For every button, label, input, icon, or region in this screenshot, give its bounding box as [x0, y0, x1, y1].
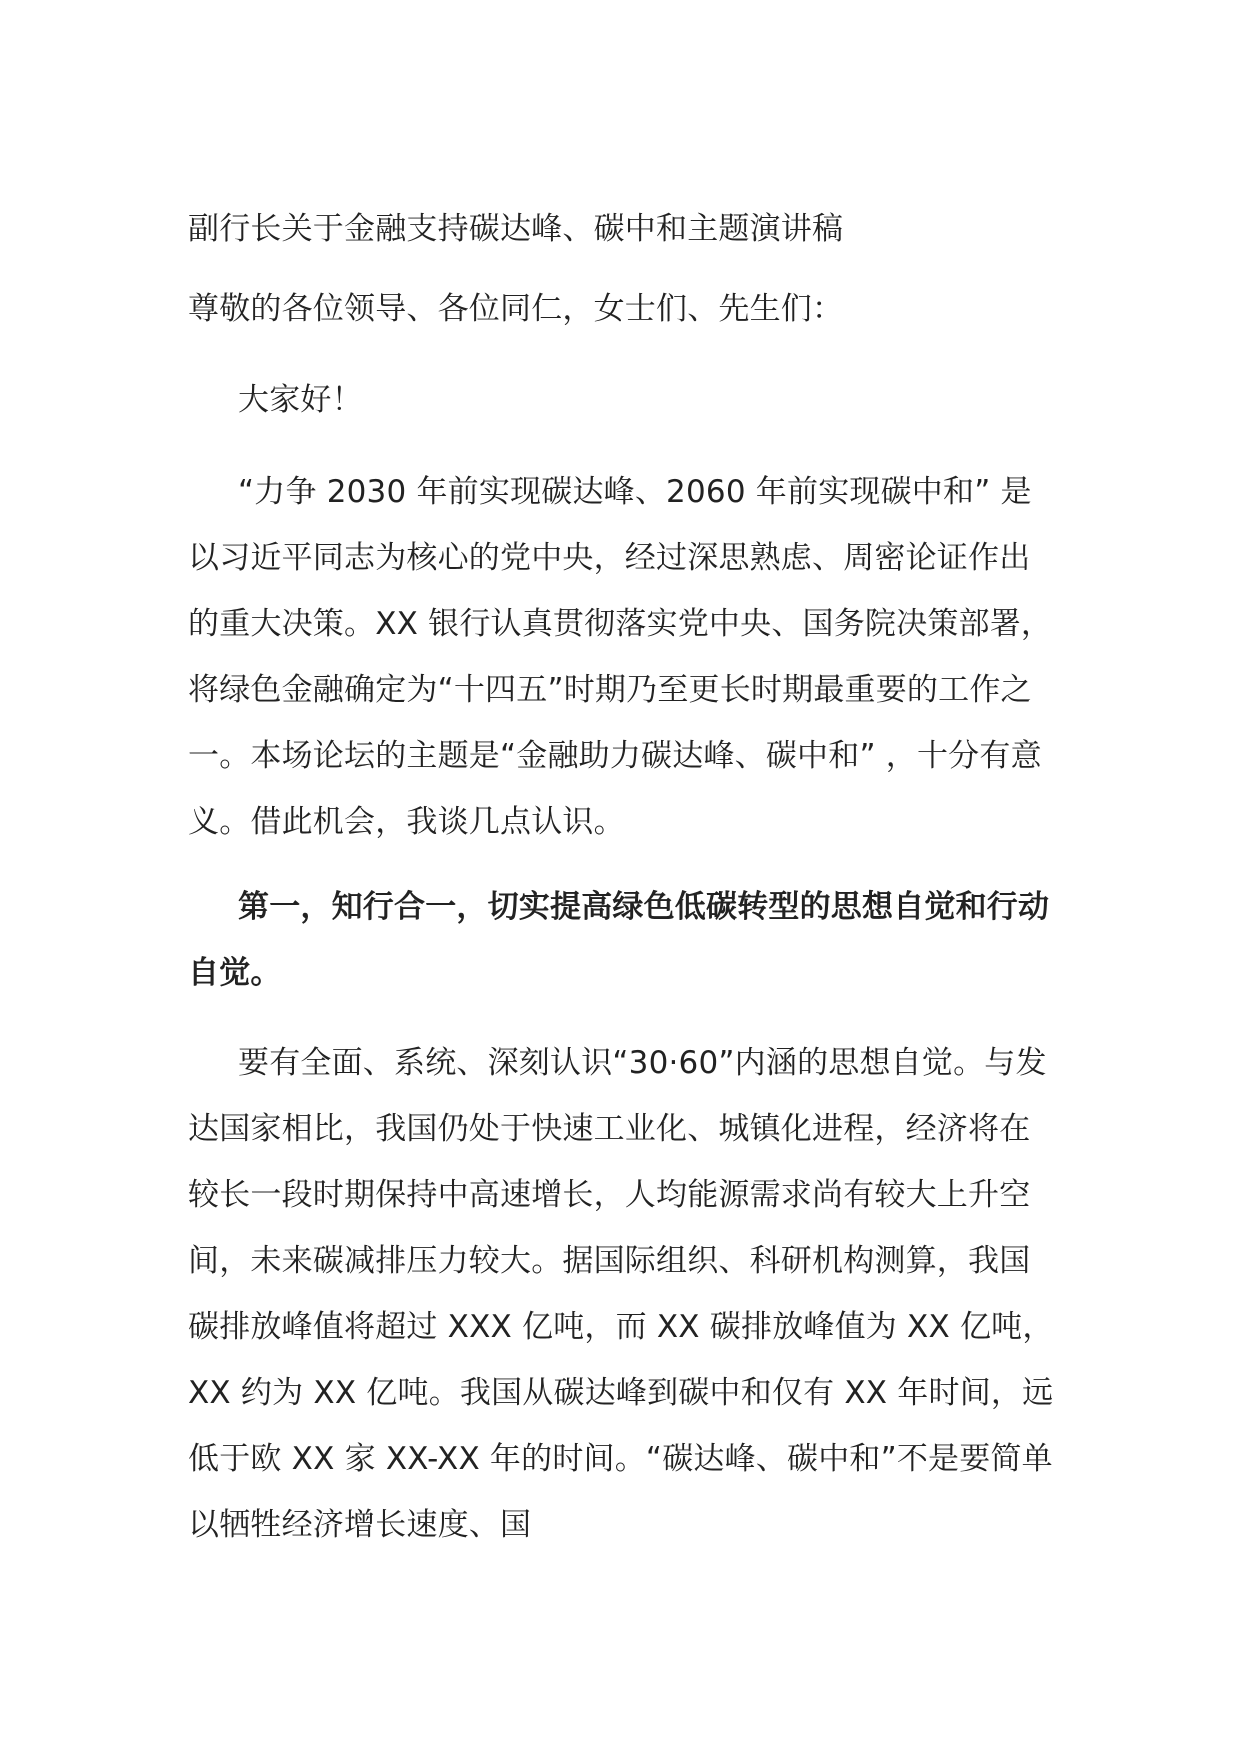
paragraph-1: “力争 2030 年前实现碳达峰、2060 年前实现碳中和” 是以习近平同志为核心的党中央，经过深思熟虑、周密论证作出的重大决策。XX 银行认真贯彻落实党中央、国务院决策部署，将绿色金融确定为“十四五”时期乃至更长时期最重要的工作之一。本场论坛的主题是“金融助力碳达峰、碳中和” ，十分有意义。借此机会，我谈几点认识。	[188, 474, 1053, 840]
paragraph-2: 要有全面、系统、深刻认识“30·60”内涵的思想自觉。与发达国家相比，我国仍处于快速工业化、城镇化进程，经济将在较长一段时期保持中高速增长，人均能源需求尚有较大上升空间，未来碳减排压力较大。据国际组织、科研机构测算，我国碳排放峰值将超过 XXX 亿吨，而 XX 碳排放峰值为 XX 亿吨，XX 约为 XX 亿吨。我国从碳达峰到碳中和仅有 XX 年时间，远低于欧 XX 家 XX-XX 年的时间。“碳达峰、碳中和”不是要简单以牺牲经济增长速度、国	[188, 1045, 1054, 1543]
section-heading-1: 第一，知行合一，切实提高绿色低碳转型的思想自觉和行动自觉。	[188, 889, 1050, 991]
document-title: 副行长关于金融支持碳达峰、碳中和主题演讲稿	[188, 211, 844, 247]
salutation: 尊敬的各位领导、各位同仁，女士们、先生们：	[188, 291, 844, 327]
greeting: 大家好！	[238, 382, 363, 418]
